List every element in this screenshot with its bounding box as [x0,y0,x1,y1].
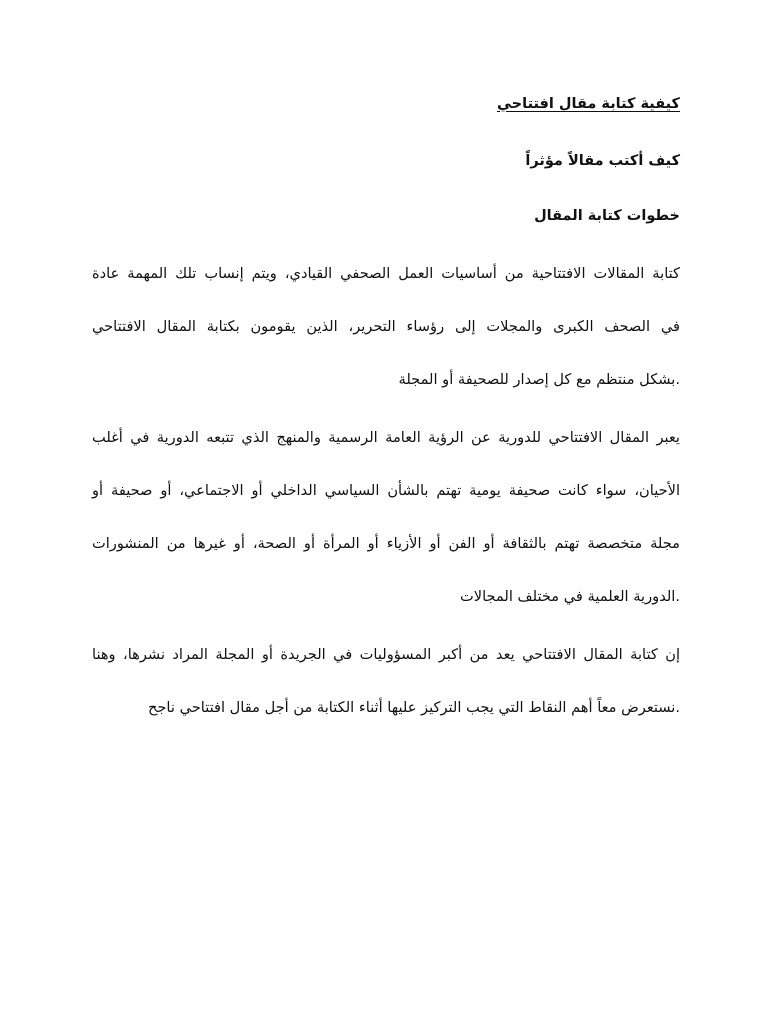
paragraph-line: .نستعرض معاً أهم النقاط التي يجب التركيز عليها أثناء الكتابة من أجل مقال افتتاحي ناجح [147,699,680,716]
paragraph-line: كتابة المقالات الافتتاحية من أساسيات العمل الصحفي القيادي، ويتم إنساب تلك المهمة عادة [92,265,680,282]
document-subtitle: كيف أكتب مقالاً مؤثراً [525,153,680,169]
paragraph-line: الأحيان، سواء كانت صحيفة يومية تهتم بالشأن السياسي الداخلي أو الاجتماعي، أو صحيفة أو [92,482,680,499]
paragraph-3 [92,645,680,718]
document-title: كيفية كتابة مقال افتتاحي [497,96,680,112]
paragraph-line: في الصحف الكبرى والمجلات إلى رؤساء التحرير، الذين يقومون بكتابة المقال الافتتاحي [92,318,680,335]
paragraph-2 [92,428,680,607]
paragraph-line: يعبر المقال الافتتاحي للدورية عن الرؤية العامة الرسمية والمنهج الذي تتبعه الدورية في أغلب [92,429,680,446]
section-heading: خطوات كتابة المقال [534,208,680,224]
document-body [92,82,680,718]
paragraph-1 [92,264,680,390]
paragraph-line: .الدورية العلمية في مختلف المجالات [460,588,680,605]
paragraph-line: مجلة متخصصة تهتم بالثقافة أو الفن أو الأزياء أو المرأة أو الصحة، أو غيرها من المنشورات [92,535,680,552]
paragraph-line: إن كتابة المقال الافتتاحي يعد من أكبر المسؤوليات في الجريدة أو المجلة المراد نشرها، وهنا [92,646,680,663]
paragraph-line: .بشكل منتظم مع كل إصدار للصحيفة أو المجلة [398,371,680,388]
